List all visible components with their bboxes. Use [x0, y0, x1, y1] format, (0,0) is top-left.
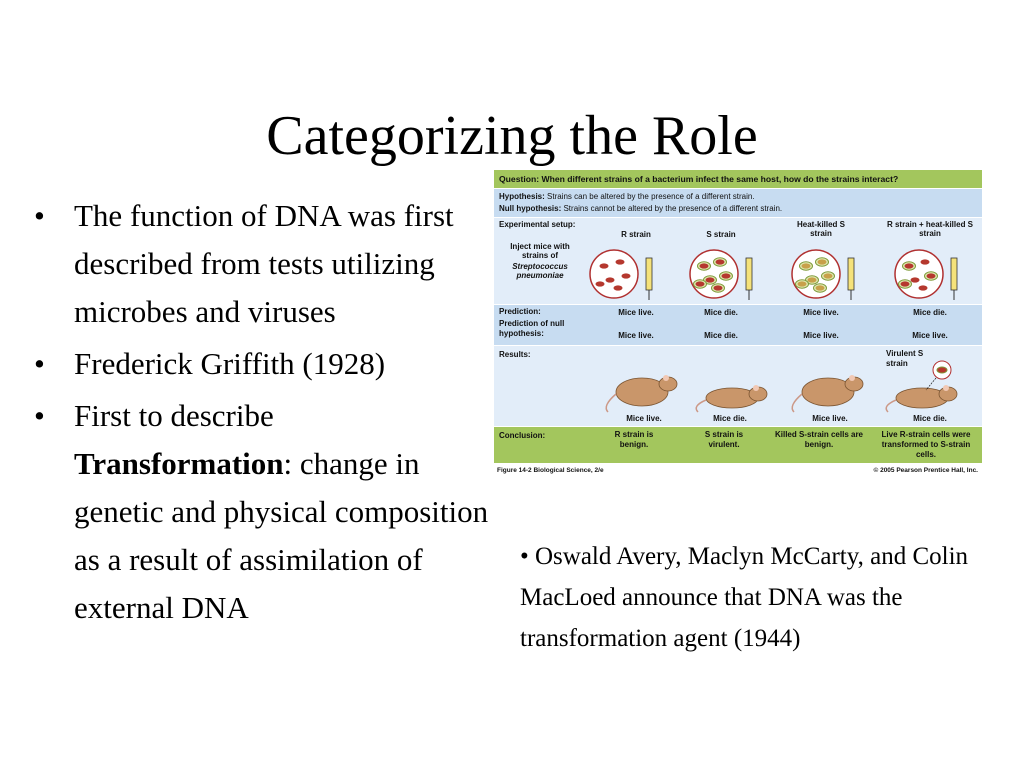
bacterium-cell	[905, 263, 914, 268]
bacterium-cell	[816, 285, 825, 290]
figure-setup	[494, 218, 982, 304]
bullet-text-pre: First to describe	[74, 398, 274, 433]
bullet-item: • First to describe Transformation: change in genetic and physical composition as a result of assimilation of external DNA	[34, 398, 489, 625]
null-prediction-value: Mice die.	[704, 331, 738, 340]
bullet-item: • Frederick Griffith (1928)	[34, 346, 386, 381]
bullet-text: Frederick Griffith (1928)	[74, 346, 386, 381]
figure-copyright: © 2005 Pearson Prentice Hall, Inc.	[873, 467, 978, 474]
griffith-experiment-figure	[494, 170, 982, 482]
prediction-value: Mice die.	[704, 308, 738, 317]
mouse-ear	[943, 385, 949, 391]
bacterium-cell	[722, 273, 731, 278]
bacterium-cell	[716, 259, 725, 264]
bullet-item: • The function of DNA was first described from tests utilizing microbes and viruses	[34, 198, 454, 329]
conclusion-value: R strain is benign.	[614, 430, 654, 449]
figure-caption: Figure 14-2 Biological Science, 2/e	[497, 467, 604, 474]
bacteria-illustrations	[494, 218, 982, 304]
virulent-label: Virulent S strain	[886, 349, 924, 368]
slide-title: Categorizing the Role	[266, 105, 758, 167]
result-value: Mice die.	[913, 414, 947, 423]
result-value: Mice live.	[626, 414, 662, 423]
result-value: Mice die.	[713, 414, 747, 423]
bacterium-cell	[911, 277, 920, 282]
column-header: R strain + heat-killed S strain	[886, 220, 974, 238]
setup-label: Experimental setup:	[499, 220, 576, 229]
hypothesis-text: Strains can be altered by the presence of a different strain.	[547, 192, 755, 201]
figure-hypotheses	[494, 189, 982, 217]
conclusion-value: Killed S-strain cells are benign.	[774, 430, 864, 449]
bacterium-cell	[622, 273, 631, 278]
mouse-ear	[663, 375, 669, 381]
bacterium-cell	[824, 273, 833, 278]
aside-text: • Oswald Avery, Maclyn McCarty, and Colin MacLoed announce that DNA was the transformation agent (1944)	[520, 543, 969, 652]
prediction-label: Prediction:	[499, 307, 541, 316]
results-label: Results:	[499, 350, 531, 359]
virulent-bacterium	[937, 367, 947, 373]
mouse-ear	[753, 385, 759, 391]
mouse-tail	[792, 394, 802, 412]
null-prediction-value: Mice live.	[618, 331, 654, 340]
bacterium-cell	[808, 277, 817, 282]
bullet-text: The function of DNA was first described from tests utilizing microbes and viruses	[74, 198, 454, 329]
hypothesis-label: Hypothesis:	[499, 192, 545, 201]
bacterium-cell	[802, 263, 811, 268]
prediction-value: Mice live.	[803, 308, 839, 317]
null-prediction-label: Prediction of null hypothesis:	[499, 319, 565, 338]
column-header: Heat-killed S strain	[796, 220, 845, 238]
bacterium-cell	[919, 285, 928, 290]
mouse-tail	[696, 400, 706, 412]
bullet-list	[34, 192, 494, 636]
petri-circle	[590, 250, 638, 298]
bacterium-cell	[706, 277, 715, 282]
syringe-barrel	[951, 258, 957, 290]
null-prediction-value: Mice live.	[803, 331, 839, 340]
bacterium-cell	[700, 263, 709, 268]
mouse-ear	[849, 375, 855, 381]
syringe-barrel	[848, 258, 854, 290]
null-prediction-value: Mice live.	[912, 331, 948, 340]
bacterium-cell	[600, 263, 609, 268]
prediction-value: Mice live.	[618, 308, 654, 317]
syringe-barrel	[746, 258, 752, 290]
null-hypothesis-text: Strains cannot be altered by the presence of a different strain.	[563, 204, 783, 213]
figure-predictions	[494, 305, 982, 345]
conclusion-label: Conclusion:	[499, 431, 546, 440]
result-value: Mice live.	[812, 414, 848, 423]
conclusion-value: S strain is virulent.	[704, 430, 744, 449]
bullet-term-bold: Transformation	[74, 446, 284, 481]
bullet-text-post: : change in genetic and physical composition as a result of assimilation of external DNA	[74, 446, 489, 625]
bacterium-cell	[901, 281, 910, 286]
bacterium-cell	[818, 259, 827, 264]
figure-question: Question: When different strains of a bacterium infect the same host, how do the strains interact?	[494, 170, 982, 188]
null-hypothesis-label: Null hypothesis:	[499, 204, 562, 213]
bacterium-cell	[921, 259, 930, 264]
bacterium-cell	[606, 277, 615, 282]
bacterium-cell	[927, 273, 936, 278]
mouse-tail	[886, 400, 896, 412]
figure-results	[494, 346, 982, 426]
column-header: S strain	[706, 230, 736, 239]
inject-text: Inject mice with strains of	[510, 242, 570, 260]
bacterium-cell	[696, 281, 705, 286]
syringe-barrel	[646, 258, 652, 290]
bacterium-cell	[596, 281, 605, 286]
species-name: Streptococcus pneumoniae	[512, 262, 568, 280]
column-header: R strain	[621, 230, 651, 239]
prediction-value: Mice die.	[913, 308, 947, 317]
bacterium-cell	[616, 259, 625, 264]
mouse-tail	[606, 394, 616, 412]
conclusion-value: Live R-strain cells were transformed to S-strain cells.	[881, 430, 971, 459]
bacterium-cell	[614, 285, 623, 290]
figure-conclusion	[494, 427, 982, 463]
bacterium-cell	[714, 285, 723, 290]
bacterium-cell	[798, 281, 807, 286]
